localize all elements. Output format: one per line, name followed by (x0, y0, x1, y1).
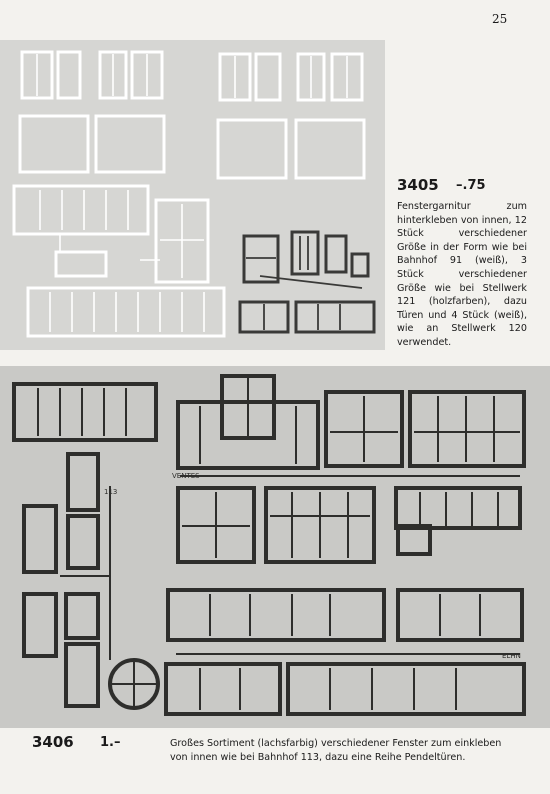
item-price-3406: 1.– (100, 735, 121, 750)
item-code-3406: 3406 (32, 733, 74, 751)
item-description-3406: Großes Sortiment (lachsfarbig) verschiedener Fenster zum einkleben von innen wie bei Bahnhof 113, dazu eine Reihe Pendeltüren. (170, 738, 502, 763)
page-number: 25 (492, 12, 508, 26)
sprue-label-3: ELHN (502, 652, 521, 660)
sprue-label-2: 113 (104, 488, 118, 496)
window-sprue-illustration-light (0, 40, 385, 350)
item-description-3405: Fenstergarnitur zum hinterkleben von innen, 12 Stück verschiedener Größe in der Form wie bei Bahnhof 91 (weiß), 3 Stück verschiedener Größe wie bei Stellwerk 121 (holzfarben), dazu Türen und 4 Stück (weiß), wie an Stellwerk 120 verwendet. (397, 201, 527, 348)
sprue-label-1: VENTES (172, 472, 200, 480)
product-photo-3405 (0, 40, 385, 350)
product-photo-3406 (0, 366, 550, 728)
item-price-3405: –.75 (456, 178, 486, 193)
item-code-3405: 3405 (397, 176, 439, 194)
window-sprue-illustration-dark (0, 366, 550, 728)
